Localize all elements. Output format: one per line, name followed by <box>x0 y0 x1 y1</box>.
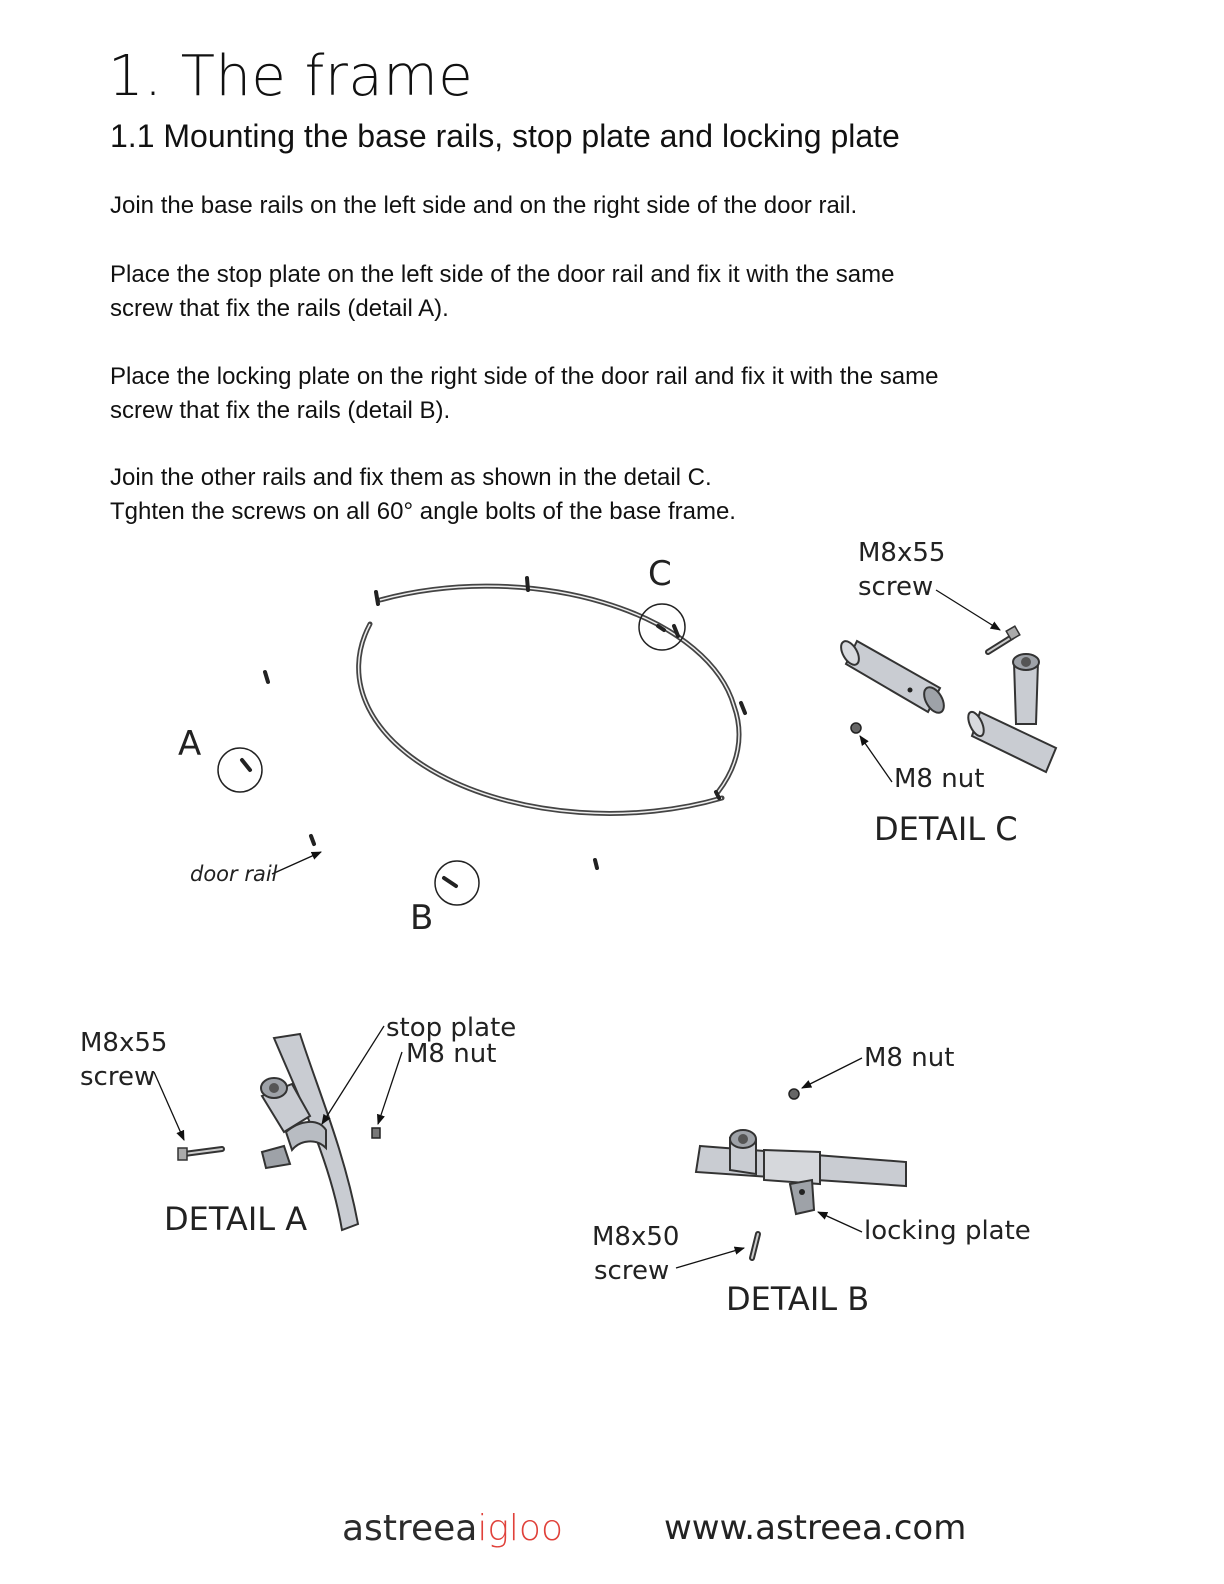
detail-a-nut-label: M8 nut <box>406 1039 497 1069</box>
instruction-line: screw that fix the rails (detail B). <box>110 397 451 424</box>
callout-label-c: C <box>648 554 672 594</box>
callout-label-a: A <box>178 724 202 764</box>
detail-b-title: DETAIL B <box>726 1280 870 1318</box>
base-rail-ring-highlight <box>359 586 739 813</box>
detail-b-screw-size: M8x50 <box>592 1222 680 1252</box>
detail-a-screw-word: screw <box>80 1062 156 1092</box>
base-rail-ring <box>359 586 739 813</box>
callout-circles <box>218 604 685 905</box>
brand-logo <box>342 1508 563 1549</box>
detail-c-nut-label: M8 nut <box>894 764 985 794</box>
instruction-line: Place the locking plate on the right side of the door rail and fix it with the same <box>110 363 939 390</box>
instruction-line: Join the base rails on the left side and on the right side of the door rail. <box>110 192 858 219</box>
footer-website-link[interactable]: www.astreea.com <box>664 1508 967 1548</box>
detail-b-nut-label: M8 nut <box>864 1043 955 1073</box>
detail-c-illustration <box>837 590 1056 782</box>
door-rail-label: door rail <box>190 862 278 886</box>
instruction-line: Place the stop plate on the left side of the door rail and fix it with the same <box>110 261 895 288</box>
callout-label-b: B <box>410 898 434 938</box>
instruction-line: screw that fix the rails (detail A). <box>110 295 449 322</box>
detail-a-title: DETAIL A <box>164 1200 308 1238</box>
section-subtitle: 1.1 Mounting the base rails, stop plate and locking plate <box>110 118 900 154</box>
page-title: 1. The frame <box>108 44 474 109</box>
brand-product: igloo <box>477 1508 563 1549</box>
detail-a-stop-plate-label: stop plate <box>386 1013 517 1043</box>
instruction-line: Tghten the screws on all 60° angle bolts of the base frame. <box>110 498 736 525</box>
brand-name: astreea <box>342 1508 478 1549</box>
detail-b-locking-plate-label: locking plate <box>864 1216 1031 1246</box>
detail-c-title: DETAIL C <box>874 810 1018 848</box>
ring-bolts <box>242 578 745 886</box>
door-rail-leader <box>272 852 321 874</box>
detail-c-screw-size: M8x55 <box>858 538 946 568</box>
detail-c-screw-word: screw <box>858 572 934 602</box>
detail-b-screw-word: screw <box>594 1256 670 1286</box>
instruction-line: Join the other rails and fix them as shown in the detail C. <box>110 464 712 491</box>
detail-a-screw-size: M8x55 <box>80 1028 168 1058</box>
